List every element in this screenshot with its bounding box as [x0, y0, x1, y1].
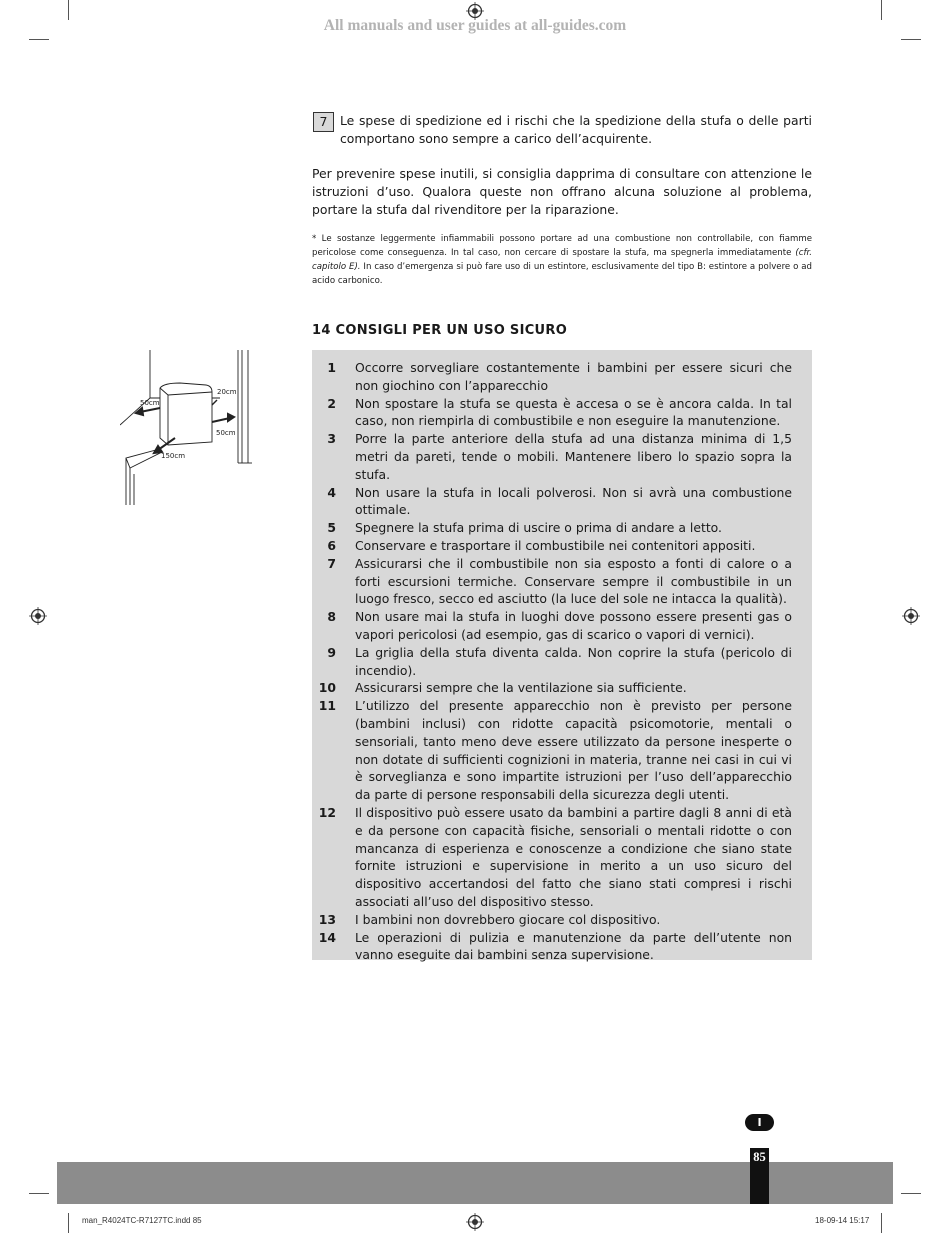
item-7-block — [312, 112, 812, 148]
heater-clearance-figure — [120, 350, 260, 510]
crop-mark — [881, 1213, 882, 1233]
watermark: All manuals and user guides at all-guides.com — [323, 17, 627, 34]
list-item-text: Non usare mai la stufa in luoghi dove possono essere presenti gas o vapori pericolosi (ad esempio, gas di scarico o vapori di vernici). — [355, 609, 792, 642]
clearance-label-front: 150cm — [161, 452, 186, 460]
registration-mark-icon — [902, 607, 920, 625]
list-item-number: 10 — [318, 680, 336, 696]
slug-file: man_R4024TC-R7127TC.indd 85 — [82, 1216, 202, 1225]
language-tab: I — [745, 1114, 774, 1131]
item-7-text: Le spese di spedizione ed i rischi che la spedizione della stufa o delle parti comportano sono sempre a carico dell’acquirente. — [340, 113, 812, 146]
advice-paragraph: Per prevenire spese inutili, si consiglia dapprima di consultare con attenzione le istruzioni d’uso. Qualora queste non offrano alcuna soluzione al problema, portare la stufa dal rivenditore per la riparazione. — [312, 166, 812, 217]
list-item-text: Spegnere la stufa prima di uscire o prima di andare a letto. — [355, 520, 722, 536]
list-item-number: 7 — [327, 555, 336, 571]
list-item-text: Il dispositivo può essere usato da bambini a partire dagli 8 anni di età e da persone con capacità fisiche, sensoriali o mentali ridotte o con mancanza di esperienza e conoscenze a condizione che siano state fornite istruzioni e supervisione in merito a un uso sicuro del dispositivo accertandosi del fatto che siano stati compresi i rischi associati all’uso del dispositivo stesso. — [355, 804, 792, 909]
footnote-text-end: In caso d’emergenza si può fare uso di un estintore, esclusivamente del tipo B: estintore a polvere o ad acido carbonico. — [312, 262, 812, 286]
list-item — [312, 697, 792, 804]
list-item-text: La griglia della stufa diventa calda. Non coprire la stufa (pericolo di incendio). — [355, 644, 792, 678]
section-heading: 14 CONSIGLI PER UN USO SICURO — [312, 323, 568, 338]
list-item-text: Porre la parte anteriore della stufa ad una distanza minima di 1,5 metri da pareti, tende o mobili. Mantenere libero lo spazio sopra la stufa. — [355, 431, 792, 482]
list-item — [312, 484, 792, 520]
crop-mark — [29, 39, 49, 40]
list-item-number: 11 — [318, 698, 336, 714]
list-item-text: Non spostare la stufa se questa è accesa o se è ancora calda. In tal caso, non riempirla di combustibile e non eseguire la manutenzione. — [355, 395, 792, 429]
list-item-text: I bambini non dovrebbero giocare col dispositivo. — [355, 911, 661, 927]
list-item — [312, 929, 792, 965]
crop-mark — [901, 39, 921, 40]
list-item-number: 8 — [327, 609, 336, 625]
list-item — [312, 804, 792, 911]
list-item-text: L’utilizzo del presente apparecchio non è previsto per persone (bambini inclusi) con ridotte capacità psicomotorie, mentali o sensoriali, tanto meno deve essere utilizzato da persone inesperte o non dotate di sufficienti cognizioni in materia, tranne nei casi in cui vi è sorveglianza e sono impartite istruzioni per l’uso dell’apparecchio da parte di persone responsabili della sicurezza degli utenti. — [355, 698, 792, 803]
list-item-number: 2 — [327, 395, 336, 411]
list-item — [312, 608, 792, 644]
list-item-text: Assicurarsi sempre che la ventilazione sia sufficiente. — [355, 680, 687, 696]
list-item-text: Le operazioni di pulizia e manutenzione da parte dell’utente non vanno eseguite dai bambini senza supervisione. — [355, 929, 792, 963]
footnote — [312, 232, 812, 288]
list-item-number: 9 — [327, 644, 336, 660]
crop-mark — [29, 1193, 49, 1194]
clearance-label-left: 50cm — [140, 399, 160, 407]
crop-mark — [68, 1213, 69, 1233]
list-item-text: Non usare la stufa in locali polverosi. Non si avrà una combustione ottimale. — [355, 484, 792, 518]
clearance-label-right: 50cm — [216, 429, 236, 437]
list-item-text: Occorre sorvegliare costantemente i bambini per essere sicuri che non giochino con l’apparecchio — [355, 360, 792, 393]
list-item-number: 3 — [327, 431, 336, 447]
list-item-number: 1 — [327, 360, 336, 375]
footnote-reference: (cfr. capitolo E). — [312, 248, 812, 272]
list-item — [312, 555, 792, 608]
list-item — [312, 679, 792, 697]
list-item — [312, 430, 792, 483]
list-item-number: 13 — [318, 911, 336, 927]
footnote-text: * Le sostanze leggermente infiammabili possono portare ad una combustione non controllabile, con fiamme pericolose come conseguenza. In tal caso, non cercare di spostare la stufa, ma spegnerla immediatamente — [312, 234, 812, 258]
list-item-number: 4 — [327, 484, 336, 500]
slug-datetime: 18-09-14 15:17 — [815, 1216, 870, 1225]
list-item-number: 12 — [318, 804, 336, 820]
list-item — [312, 519, 792, 537]
list-item-text: Conservare e trasportare il combustibile nei contenitori appositi. — [355, 537, 756, 553]
list-item — [312, 395, 792, 431]
item-7-number: 7 — [313, 112, 334, 132]
crop-mark — [901, 1193, 921, 1194]
list-item-number: 14 — [318, 929, 336, 945]
list-item — [312, 359, 792, 395]
registration-mark-icon — [466, 1213, 484, 1231]
list-item — [312, 911, 792, 929]
list-item-text: Assicurarsi che il combustibile non sia esposto a fonti di calore o a forti escursioni termiche. Conservare sempre il combustibile in un luogo fresco, secco ed asciutto (la luce del sole ne intacca la qualità). — [355, 555, 792, 607]
list-item-number: 5 — [327, 520, 336, 536]
list-item — [312, 537, 792, 555]
safety-tips-list — [312, 359, 792, 964]
page-number: 85 — [750, 1148, 769, 1204]
clearance-label-top: 20cm — [217, 388, 237, 396]
list-item-number: 6 — [327, 537, 336, 553]
list-item — [312, 644, 792, 680]
registration-mark-icon — [29, 607, 47, 625]
